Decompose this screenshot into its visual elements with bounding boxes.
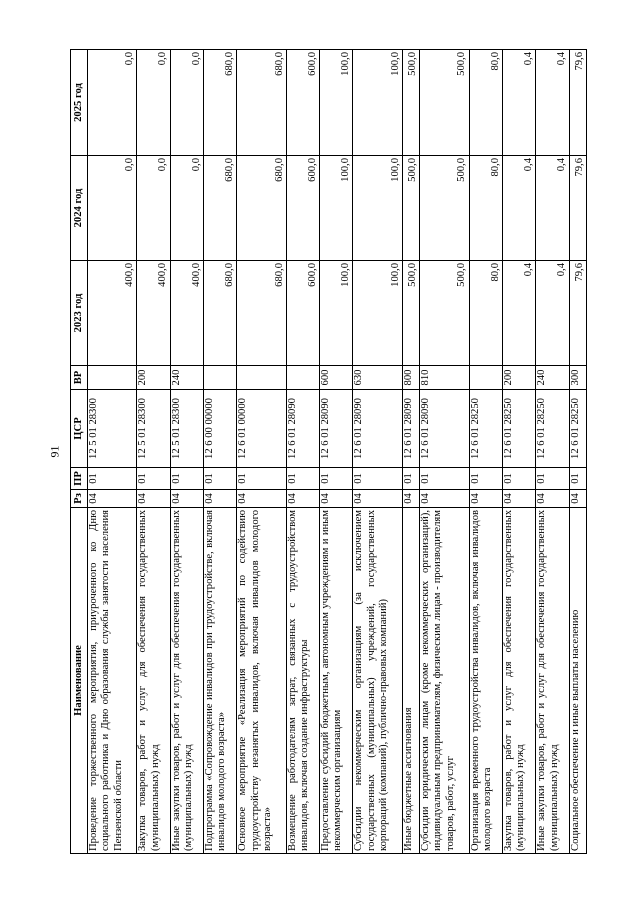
cell-name: Иные закупки товаров, работ и услуг для обеспечения государственных (муниципальных) нужд <box>536 508 569 854</box>
column-header-2025: 2025 год <box>71 50 88 156</box>
column-header-2023: 2023 год <box>71 261 88 366</box>
cell-vr: 240 <box>536 366 569 390</box>
cell-2025: 0,4 <box>536 50 569 156</box>
cell-2024: 79,6 <box>569 156 586 261</box>
cell-2024: 500,0 <box>402 156 419 261</box>
cell-csr: 12 6 00 00000 <box>204 390 237 468</box>
cell-pr: 01 <box>286 468 319 490</box>
cell-2025: 100,0 <box>320 50 353 156</box>
cell-vr: 200 <box>137 366 170 390</box>
cell-2024: 0,4 <box>536 156 569 261</box>
cell-2024: 680,0 <box>204 156 237 261</box>
cell-pr: 01 <box>320 468 353 490</box>
cell-csr: 12 6 01 28090 <box>420 390 469 468</box>
cell-2023: 400,0 <box>137 261 170 366</box>
cell-name: Возмещение работодателям затрат, связанных с трудоустройством инвалидов, включая создание инфраструктуры <box>286 508 319 854</box>
cell-name: Закупка товаров, работ и услуг для обеспечения государственных (муниципальных) нужд <box>502 508 535 854</box>
cell-csr: 12 6 01 28250 <box>569 390 586 468</box>
column-header-pr: ПР <box>71 468 88 490</box>
cell-2024: 0,0 <box>137 156 170 261</box>
cell-2025: 500,0 <box>420 50 469 156</box>
cell-vr: 200 <box>502 366 535 390</box>
table-row <box>137 50 170 854</box>
table-row <box>353 50 402 854</box>
cell-pr: 01 <box>204 468 237 490</box>
cell-vr <box>469 366 502 390</box>
cell-2023: 680,0 <box>237 261 286 366</box>
cell-name: Организация временного трудоустройства инвалидов, включая инвалидов молодого возраста <box>469 508 502 854</box>
table-row <box>88 50 137 854</box>
cell-vr <box>204 366 237 390</box>
cell-csr: 12 6 01 00000 <box>237 390 286 468</box>
cell-csr: 12 6 01 28090 <box>286 390 319 468</box>
cell-rz: 04 <box>204 490 237 508</box>
cell-pr: 01 <box>569 468 586 490</box>
cell-2024: 0,0 <box>170 156 203 261</box>
cell-2024: 0,0 <box>88 156 137 261</box>
cell-vr: 240 <box>170 366 203 390</box>
cell-name: Иные закупки товаров, работ и услуг для обеспечения государственных (муниципальных) нужд <box>170 508 203 854</box>
cell-pr: 01 <box>353 468 402 490</box>
cell-2024: 100,0 <box>353 156 402 261</box>
cell-pr: 01 <box>237 468 286 490</box>
cell-rz: 04 <box>402 490 419 508</box>
cell-2024: 80,0 <box>469 156 502 261</box>
cell-csr: 12 6 01 28250 <box>469 390 502 468</box>
cell-pr: 01 <box>137 468 170 490</box>
cell-2023: 100,0 <box>353 261 402 366</box>
cell-pr: 01 <box>170 468 203 490</box>
cell-csr: 12 5 01 28300 <box>170 390 203 468</box>
column-header-name: Наименование <box>71 508 88 854</box>
cell-2023: 400,0 <box>170 261 203 366</box>
cell-rz: 04 <box>420 490 469 508</box>
cell-csr: 12 5 01 28300 <box>88 390 137 468</box>
cell-2025: 100,0 <box>353 50 402 156</box>
cell-csr: 12 6 01 28090 <box>402 390 419 468</box>
column-header-vr: ВР <box>71 366 88 390</box>
cell-2023: 80,0 <box>469 261 502 366</box>
cell-csr: 12 6 01 28090 <box>353 390 402 468</box>
cell-name: Иные бюджетные ассигнования <box>402 508 419 854</box>
cell-rz: 04 <box>502 490 535 508</box>
cell-csr: 12 5 01 28300 <box>137 390 170 468</box>
cell-name: Предоставление субсидий бюджетным, автономным учреждениям и иным некоммерческим организациям <box>320 508 353 854</box>
table-row <box>286 50 319 854</box>
budget-table <box>70 49 587 854</box>
table-body <box>88 50 587 854</box>
cell-vr: 300 <box>569 366 586 390</box>
cell-2023: 0,4 <box>502 261 535 366</box>
cell-rz: 04 <box>88 490 137 508</box>
cell-vr <box>88 366 137 390</box>
cell-csr: 12 6 01 28090 <box>320 390 353 468</box>
cell-pr: 01 <box>502 468 535 490</box>
cell-rz: 04 <box>569 490 586 508</box>
cell-2025: 0,0 <box>88 50 137 156</box>
cell-vr <box>286 366 319 390</box>
cell-2024: 100,0 <box>320 156 353 261</box>
cell-2025: 80,0 <box>469 50 502 156</box>
cell-name: Проведение торжественного мероприятия, приуроченного ко Дню социального работника и Дню образования службы занятости населения Пензенской области <box>88 508 137 854</box>
cell-rz: 04 <box>170 490 203 508</box>
cell-2023: 0,4 <box>536 261 569 366</box>
cell-2025: 79,6 <box>569 50 586 156</box>
cell-2025: 500,0 <box>402 50 419 156</box>
cell-2025: 0,0 <box>170 50 203 156</box>
cell-vr: 800 <box>402 366 419 390</box>
cell-pr: 01 <box>469 468 502 490</box>
column-header-rz: Рз <box>71 490 88 508</box>
table-row <box>536 50 569 854</box>
column-header-csr: ЦСР <box>71 390 88 468</box>
cell-2025: 600,0 <box>286 50 319 156</box>
cell-name: Подпрограмма «Сопровождение инвалидов при трудоустройстве, включая инвалидов молодого возраста» <box>204 508 237 854</box>
cell-name: Субсидии юридическим лицам (кроме некоммерческих организаций), индивидуальным предпринимателям, физическим лицам - производителям товаров, работ, услуг <box>420 508 469 854</box>
cell-rz: 04 <box>286 490 319 508</box>
cell-2024: 0,4 <box>502 156 535 261</box>
cell-name: Основное мероприятие «Реализация мероприятий по содействию трудоустройству незанятых инвалидов, включая инвалидов молодого возраста» <box>237 508 286 854</box>
cell-2023: 680,0 <box>204 261 237 366</box>
cell-csr: 12 6 01 28250 <box>536 390 569 468</box>
rotated-table-wrapper <box>70 50 587 854</box>
cell-2024: 680,0 <box>237 156 286 261</box>
cell-rz: 04 <box>353 490 402 508</box>
cell-name: Закупка товаров, работ и услуг для обеспечения государственных (муниципальных) нужд <box>137 508 170 854</box>
table-row <box>420 50 469 854</box>
cell-rz: 04 <box>137 490 170 508</box>
cell-vr <box>237 366 286 390</box>
cell-2025: 0,4 <box>502 50 535 156</box>
table-row <box>569 50 586 854</box>
cell-pr: 01 <box>536 468 569 490</box>
cell-2023: 79,6 <box>569 261 586 366</box>
table-row <box>502 50 535 854</box>
cell-2024: 600,0 <box>286 156 319 261</box>
cell-rz: 04 <box>320 490 353 508</box>
cell-vr: 630 <box>353 366 402 390</box>
cell-name: Субсидии некоммерческим организациям (за исключением государственных (муниципальных) учреждений, государственных корпораций (компаний), публично-правовых компаний) <box>353 508 402 854</box>
page-number: 91 <box>47 445 62 458</box>
table-row <box>469 50 502 854</box>
table-row <box>170 50 203 854</box>
cell-2025: 680,0 <box>237 50 286 156</box>
cell-2025: 680,0 <box>204 50 237 156</box>
cell-2023: 600,0 <box>286 261 319 366</box>
table-header-row <box>71 50 88 854</box>
cell-2024: 500,0 <box>420 156 469 261</box>
cell-pr: 01 <box>88 468 137 490</box>
table-row <box>402 50 419 854</box>
cell-2023: 400,0 <box>88 261 137 366</box>
cell-pr: 01 <box>402 468 419 490</box>
table-row <box>237 50 286 854</box>
cell-rz: 04 <box>469 490 502 508</box>
cell-vr: 810 <box>420 366 469 390</box>
cell-rz: 04 <box>536 490 569 508</box>
cell-2023: 500,0 <box>402 261 419 366</box>
cell-rz: 04 <box>237 490 286 508</box>
cell-csr: 12 6 01 28250 <box>502 390 535 468</box>
cell-2023: 100,0 <box>320 261 353 366</box>
table-row <box>320 50 353 854</box>
cell-2023: 500,0 <box>420 261 469 366</box>
cell-2025: 0,0 <box>137 50 170 156</box>
column-header-2024: 2024 год <box>71 156 88 261</box>
table-row <box>204 50 237 854</box>
cell-pr: 01 <box>420 468 469 490</box>
cell-vr: 600 <box>320 366 353 390</box>
cell-name: Социальное обеспечение и иные выплаты населению <box>569 508 586 854</box>
